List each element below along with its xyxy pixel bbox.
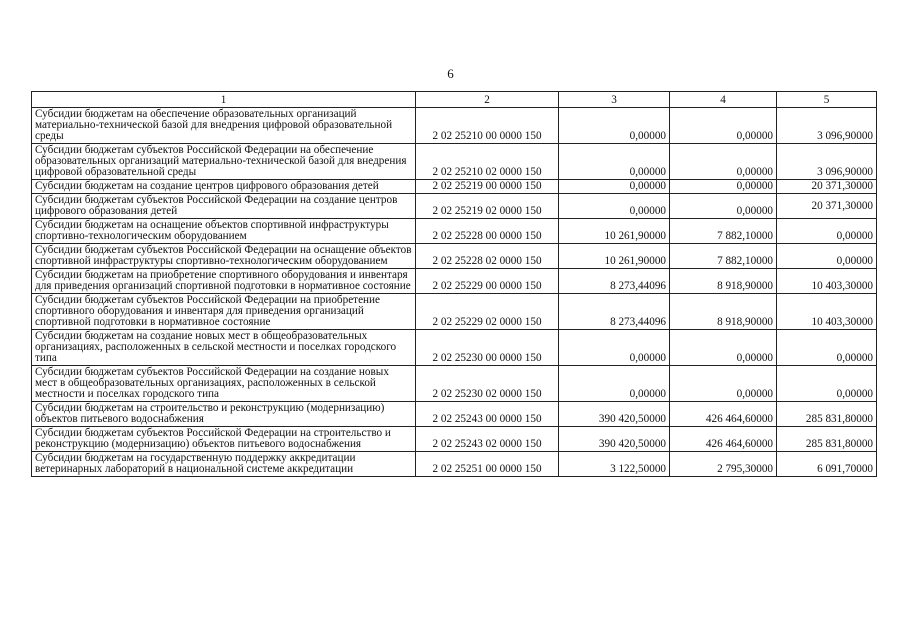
row-value-col4: 7 882,10000	[670, 219, 777, 244]
row-value-col4: 0,00000	[670, 330, 777, 366]
page-number: 6	[447, 66, 454, 81]
row-value-col4: 0,00000	[670, 144, 777, 180]
row-code: 2 02 25228 02 0000 150	[416, 244, 559, 269]
table-row	[32, 330, 877, 366]
column-header-4: 4	[670, 92, 777, 108]
row-value-col4: 8 918,90000	[670, 294, 777, 330]
row-code: 2 02 25210 02 0000 150	[416, 144, 559, 180]
row-code: 2 02 25229 02 0000 150	[416, 294, 559, 330]
row-name: Субсидии бюджетам субъектов Российской Федерации на создание центров цифрового образования детей	[32, 194, 416, 219]
row-code: 2 02 25243 00 0000 150	[416, 402, 559, 427]
row-name: Субсидии бюджетам субъектов Российской Федерации на строительство и реконструкцию (модернизацию) объектов питьевого водоснабжения	[32, 427, 416, 452]
table-row	[32, 294, 877, 330]
row-value-col5: 10 403,30000	[777, 294, 877, 330]
header-row	[32, 92, 877, 108]
row-code: 2 02 25251 00 0000 150	[416, 452, 559, 477]
row-value-col4: 0,00000	[670, 180, 777, 194]
column-header-3: 3	[559, 92, 670, 108]
row-name: Субсидии бюджетам субъектов Российской Федерации на оснащение объектов спортивной инфраструктуры спортивно-технологическим оборудованием	[32, 244, 416, 269]
table-row	[32, 194, 877, 219]
row-value-col3: 0,00000	[559, 180, 670, 194]
row-value-col5: 20 371,30000	[777, 194, 877, 219]
row-value-col3: 8 273,44096	[559, 294, 670, 330]
row-value-col5: 285 831,80000	[777, 427, 877, 452]
row-value-col3: 10 261,90000	[559, 244, 670, 269]
row-name: Субсидии бюджетам на оснащение объектов спортивной инфраструктуры спортивно-технологическим оборудованием	[32, 219, 416, 244]
row-value-col3: 3 122,50000	[559, 452, 670, 477]
table-row	[32, 219, 877, 244]
column-header-2: 2	[416, 92, 559, 108]
row-value-col4: 0,00000	[670, 108, 777, 144]
row-value-col5: 0,00000	[777, 244, 877, 269]
row-value-col3: 390 420,50000	[559, 402, 670, 427]
table-row	[32, 144, 877, 180]
row-value-col4: 426 464,60000	[670, 402, 777, 427]
row-code: 2 02 25219 02 0000 150	[416, 194, 559, 219]
table-row	[32, 244, 877, 269]
budget-table	[31, 91, 877, 477]
row-value-col3: 0,00000	[559, 144, 670, 180]
row-value-col4: 7 882,10000	[670, 244, 777, 269]
row-value-col3: 0,00000	[559, 194, 670, 219]
row-value-col5: 0,00000	[777, 366, 877, 402]
row-value-col5: 285 831,80000	[777, 402, 877, 427]
table-row	[32, 402, 877, 427]
row-value-col4: 8 918,90000	[670, 269, 777, 294]
row-value-col5: 6 091,70000	[777, 452, 877, 477]
table-row	[32, 180, 877, 194]
row-name: Субсидии бюджетам субъектов Российской Федерации на обеспечение образовательных организаций материально-технической базой для внедрения цифровой образовательной среды	[32, 144, 416, 180]
row-value-col4: 0,00000	[670, 194, 777, 219]
row-value-col5: 0,00000	[777, 219, 877, 244]
row-code: 2 02 25210 00 0000 150	[416, 108, 559, 144]
row-value-col3: 0,00000	[559, 330, 670, 366]
row-code: 2 02 25228 00 0000 150	[416, 219, 559, 244]
row-value-col3: 0,00000	[559, 108, 670, 144]
row-value-col5: 20 371,30000	[777, 180, 877, 194]
row-name: Субсидии бюджетам на обеспечение образовательных организаций материально-технической базой для внедрения цифровой образовательной среды	[32, 108, 416, 144]
row-value-col3: 8 273,44096	[559, 269, 670, 294]
row-name: Субсидии бюджетам на создание центров цифрового образования детей	[32, 180, 416, 194]
table-row	[32, 427, 877, 452]
row-value-col5: 10 403,30000	[777, 269, 877, 294]
column-header-5: 5	[777, 92, 877, 108]
row-name: Субсидии бюджетам на строительство и реконструкцию (модернизацию) объектов питьевого водоснабжения	[32, 402, 416, 427]
row-name: Субсидии бюджетам субъектов Российской Федерации на создание новых мест в общеобразовательных организациях, расположенных в сельской местности и поселках городского типа	[32, 366, 416, 402]
row-name: Субсидии бюджетам на государственную поддержку аккредитации ветеринарных лабораторий в национальной системе аккредитации	[32, 452, 416, 477]
table-row	[32, 366, 877, 402]
row-code: 2 02 25243 02 0000 150	[416, 427, 559, 452]
table-row	[32, 269, 877, 294]
row-value-col4: 2 795,30000	[670, 452, 777, 477]
row-value-col4: 426 464,60000	[670, 427, 777, 452]
row-code: 2 02 25230 02 0000 150	[416, 366, 559, 402]
row-name: Субсидии бюджетам на создание новых мест в общеобразовательных организациях, расположенных в сельской местности и поселках городского типа	[32, 330, 416, 366]
row-value-col4: 0,00000	[670, 366, 777, 402]
table-row	[32, 108, 877, 144]
row-code: 2 02 25229 00 0000 150	[416, 269, 559, 294]
table-row	[32, 452, 877, 477]
row-value-col5: 3 096,90000	[777, 108, 877, 144]
row-value-col5: 0,00000	[777, 330, 877, 366]
row-value-col3: 0,00000	[559, 366, 670, 402]
row-value-col3: 10 261,90000	[559, 219, 670, 244]
row-code: 2 02 25219 00 0000 150	[416, 180, 559, 194]
row-code: 2 02 25230 00 0000 150	[416, 330, 559, 366]
row-value-col5: 3 096,90000	[777, 144, 877, 180]
row-value-col3: 390 420,50000	[559, 427, 670, 452]
column-header-1: 1	[32, 92, 416, 108]
row-name: Субсидии бюджетам на приобретение спортивного оборудования и инвентаря для приведения организаций спортивной подготовки в нормативное состояние	[32, 269, 416, 294]
row-name: Субсидии бюджетам субъектов Российской Федерации на приобретение спортивного оборудования и инвентаря для приведения организаций спортивной подготовки в нормативное состояние	[32, 294, 416, 330]
